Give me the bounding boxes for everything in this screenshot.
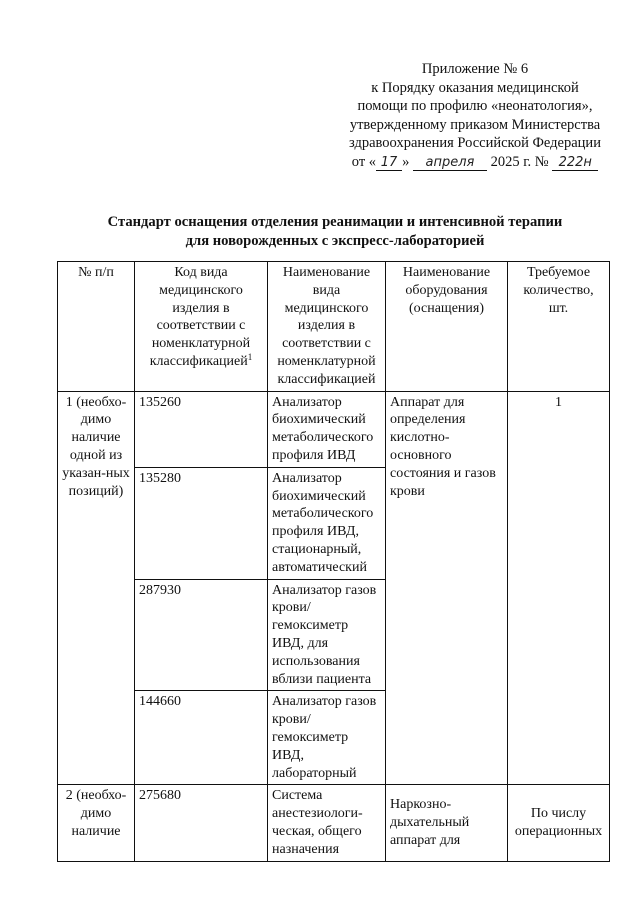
row-number: 2 (необхо-димо наличие <box>58 785 135 861</box>
equipment-name: Наркозно-дыхательный аппарат для <box>386 785 508 861</box>
equipment-name: Аппарат для определения кислотно-основного состояния и газов крови <box>386 391 508 785</box>
handwritten-month: апреля <box>413 156 487 171</box>
header-code <box>135 262 268 392</box>
device-name: Анализатор биохимический метаболического профиля ИВД <box>268 391 386 467</box>
device-name: Анализатор биохимический метаболического профиля ИВД, стационарный, автоматический <box>268 467 386 579</box>
title-line-2: для новорожденных с экспресс-лабораторией <box>185 233 485 249</box>
table-row <box>58 391 610 467</box>
appendix-block <box>340 60 610 172</box>
table-row <box>58 785 610 861</box>
header-equipment: Наименование оборудования (оснащения) <box>386 262 508 392</box>
footnote-mark: 1 <box>247 351 253 362</box>
row-number: 1 (необхо-димо наличие одной из указан-ных позиций) <box>58 391 135 785</box>
appendix-line: помощи по профилю «неонатология», <box>357 98 593 115</box>
year-text: 2025 г. № <box>490 153 549 170</box>
document-title <box>60 213 610 251</box>
title-line-1: Стандарт оснащения отделения реанимации и интенсивной терапии <box>107 214 563 230</box>
device-name: Анализатор газов крови/ гемоксиметр ИВД, лабораторный <box>268 691 386 785</box>
appendix-line: здравоохранения Российской Федерации <box>349 135 601 152</box>
date-prefix: от « <box>351 153 377 170</box>
header-name: Наименование вида медицинского изделия в соответствии с номенклатурной классификацией <box>268 262 386 392</box>
required-quantity: 1 <box>508 391 610 785</box>
device-name: Анализатор газов крови/ гемоксиметр ИВД, для использования вблизи пациента <box>268 579 386 691</box>
handwritten-day: 17 <box>376 156 402 171</box>
device-code: 144660 <box>135 691 268 785</box>
appendix-title: Приложение № 6 <box>421 61 529 77</box>
required-quantity: По числу операционных <box>508 785 610 861</box>
appendix-line: к Порядку оказания медицинской <box>371 79 579 96</box>
device-code: 275680 <box>135 785 268 861</box>
device-code: 135260 <box>135 391 268 467</box>
header-num: № п/п <box>58 262 135 392</box>
table-header-row <box>58 262 610 392</box>
date-mid: » <box>402 153 410 170</box>
order-date-line <box>340 153 610 172</box>
header-code-text: Код вида медицинского изделия в соответствии с номенклатурной классификацией <box>149 265 251 369</box>
header-quantity: Требуемое количество, шт. <box>508 262 610 392</box>
device-code: 135280 <box>135 467 268 579</box>
handwritten-order-number: 222н <box>552 156 598 171</box>
device-code: 287930 <box>135 579 268 691</box>
equipment-standard-table <box>57 261 610 862</box>
device-name: Система анестезиологи-ческая, общего назначения <box>268 785 386 861</box>
appendix-line: утвержденному приказом Министерства <box>349 116 601 133</box>
